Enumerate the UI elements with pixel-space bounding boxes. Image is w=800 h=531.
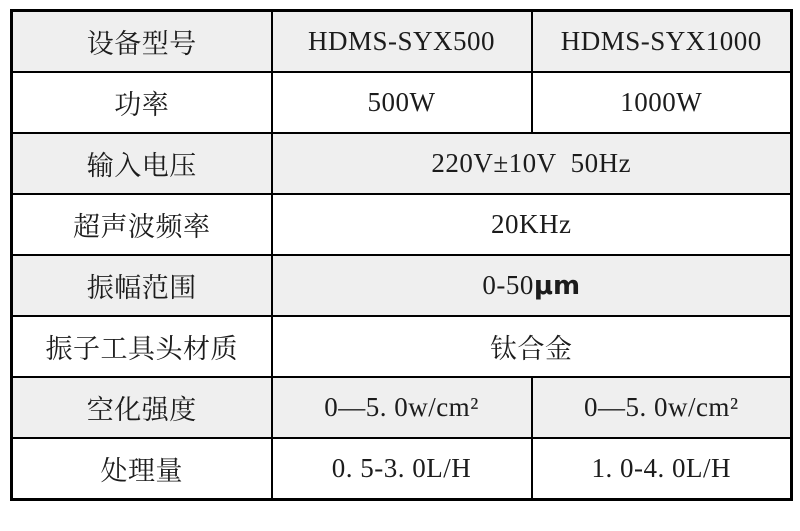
amplitude-number: 0-50 xyxy=(482,270,534,300)
row-value-frequency: 20KHz xyxy=(272,194,792,255)
row-value-tool-head-material: 钛合金 xyxy=(272,316,792,377)
row-label-amplitude: 振幅范围 xyxy=(12,255,272,316)
table-row-input-voltage xyxy=(12,133,792,194)
row-label-frequency: 超声波频率 xyxy=(12,194,272,255)
row-label-throughput: 处理量 xyxy=(12,438,272,500)
row-value-cavitation-1: 0—5. 0w/cm² xyxy=(272,377,532,438)
table-row-tool-head-material xyxy=(12,316,792,377)
row-value-input-voltage: 220V±10V 50Hz xyxy=(272,133,792,194)
row-value-throughput-2: 1. 0-4. 0L/H xyxy=(532,438,792,500)
row-value-model-1: HDMS-SYX500 xyxy=(272,11,532,73)
table-row-power xyxy=(12,72,792,133)
row-value-throughput-1: 0. 5-3. 0L/H xyxy=(272,438,532,500)
row-value-power-2: 1000W xyxy=(532,72,792,133)
table-row-model xyxy=(12,11,792,73)
row-label-cavitation: 空化强度 xyxy=(12,377,272,438)
table-row-throughput xyxy=(12,438,792,500)
row-value-power-1: 500W xyxy=(272,72,532,133)
row-label-tool-head-material: 振子工具头材质 xyxy=(12,316,272,377)
table-row-amplitude xyxy=(12,255,792,316)
row-label-power: 功率 xyxy=(12,72,272,133)
row-label-model: 设备型号 xyxy=(12,11,272,73)
spec-table xyxy=(10,9,793,501)
amplitude-unit: μm xyxy=(533,271,581,301)
row-value-model-2: HDMS-SYX1000 xyxy=(532,11,792,73)
row-value-cavitation-2: 0—5. 0w/cm² xyxy=(532,377,792,438)
row-label-input-voltage: 输入电压 xyxy=(12,133,272,194)
table-row-frequency xyxy=(12,194,792,255)
table-row-cavitation xyxy=(12,377,792,438)
row-value-amplitude xyxy=(272,255,792,316)
